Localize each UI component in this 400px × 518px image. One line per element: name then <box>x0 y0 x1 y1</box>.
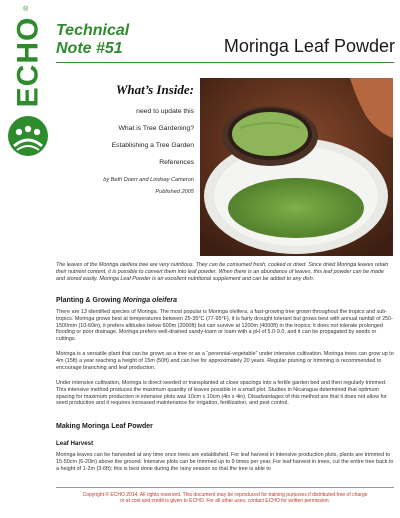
toc-item[interactable]: need to update this <box>136 108 194 115</box>
subheading-leaf-harvest: Leaf Harvest <box>56 440 94 447</box>
section-heading-text: Planting & Growing <box>56 297 123 304</box>
moringa-powder-photo <box>200 78 393 256</box>
section-heading-text: Making Moringa Leaf Powder <box>56 423 153 430</box>
body-paragraph: Moringa leaves can be harvested at any time once trees are established. For leaf harvest in intensive production plots, plants are trimmed to 15-50cm (6-20in) above the ground. Intensive plots can be trimmed up to 9 times per year. For leaf harvest in trees, cut the entire tree back to a height of 1-2m (3-6ft); this is best done during the rainy season so that the tree is able to <box>56 452 394 472</box>
copyright-line: or at cost and credit is given to ECHO. For all other uses, contact ECHO for written permission. <box>119 498 331 505</box>
page-title: Moringa Leaf Powder <box>223 36 395 56</box>
body-paragraph: Under intensive cultivation, Moringa is direct-seeded or transplanted at close spacings into a fertile garden bed and then regularly trimmed. This intensive method produces the maximum quantity of leaves possible in a small plot. Studies in Nicaragua determined that optimum spacing for maximum production in intensive plots was 10cm x 10cm (4in x 4in). Disadvantages of this method are that it does not allow for seed production and it requires increased maintenance for irrigation, fertilization, and pest control. <box>56 380 387 407</box>
note-number: Note #51 <box>56 40 123 57</box>
section-heading-making <box>56 423 394 430</box>
copyright-line: Copyright © ECHO 2014. All rights reserved. This document may be reproduced for training purposes if distributed free of charge <box>82 492 368 498</box>
section-heading-planting <box>56 297 394 304</box>
section-heading-species: Moringa oleifera <box>122 297 177 304</box>
toc-item[interactable]: References <box>159 159 194 166</box>
published-line: Published 2005 <box>155 189 194 195</box>
technical-note-label <box>56 22 166 58</box>
footer-divider <box>56 487 394 488</box>
technical-label: Technical <box>56 22 130 39</box>
body-paragraph: Moringa is a versatile plant that can be grown as a tree or as a “perennial-vegetable” under intensive cultivation. Moringa trees can grow up to 4m (15ft) a year reaching a height of 15m (50ft) and can live for approximately 20 years. Regular pruning or trimming is recommended to encourage branching and leaf production. <box>56 351 394 371</box>
registered-mark: ® <box>23 6 29 13</box>
echo-wordmark: ECHO <box>11 16 44 108</box>
intro-paragraph: The leaves of the Moringa oleifera tree are very nutritious. They can be consumed fresh, cooked or dried. Since dried Moringa leaves retain their nutrient content, it is possible to convert them into leaf powder. When there is an abundance of leaves, this leaf powder can be made and stored easily. Moringa Leaf Powder is an excellent nutritional supplement and can be added to any dish. <box>56 262 389 282</box>
author-line: by Beth Doerr and Lindsay Cameron <box>103 177 194 183</box>
toc-item[interactable]: What is Tree Gardening? <box>118 125 194 132</box>
whats-inside-box <box>56 82 194 195</box>
title-divider <box>56 62 394 63</box>
copyright-footer <box>56 492 394 504</box>
echo-emblem-icon <box>8 116 48 156</box>
whats-inside-heading: What’s Inside: <box>115 82 194 97</box>
echo-logo <box>6 6 50 156</box>
toc-item[interactable]: Establishing a Tree Garden <box>111 142 194 149</box>
body-paragraph: There are 13 identified species of Moringa. The most popular is Moringa oleifera, a fast-growing tree grown throughout the tropics and sub-tropics. Moringa grows best at temperatures between 25-35°C (77-95°F), it is fairly drought tolerant but grows best with annual rainfall of 250-1500mm (10-60in), it prefers altitudes below 600m (2000ft) but can survive at 1200m (4000ft) in the tropics; it does not tolerate prolonged flooding or poor drainage. Moringa prefers well-drained sandy-loam or loam with a pH of 5.0-9.0, and it can be propagated by seeds or cuttings. <box>56 309 393 343</box>
